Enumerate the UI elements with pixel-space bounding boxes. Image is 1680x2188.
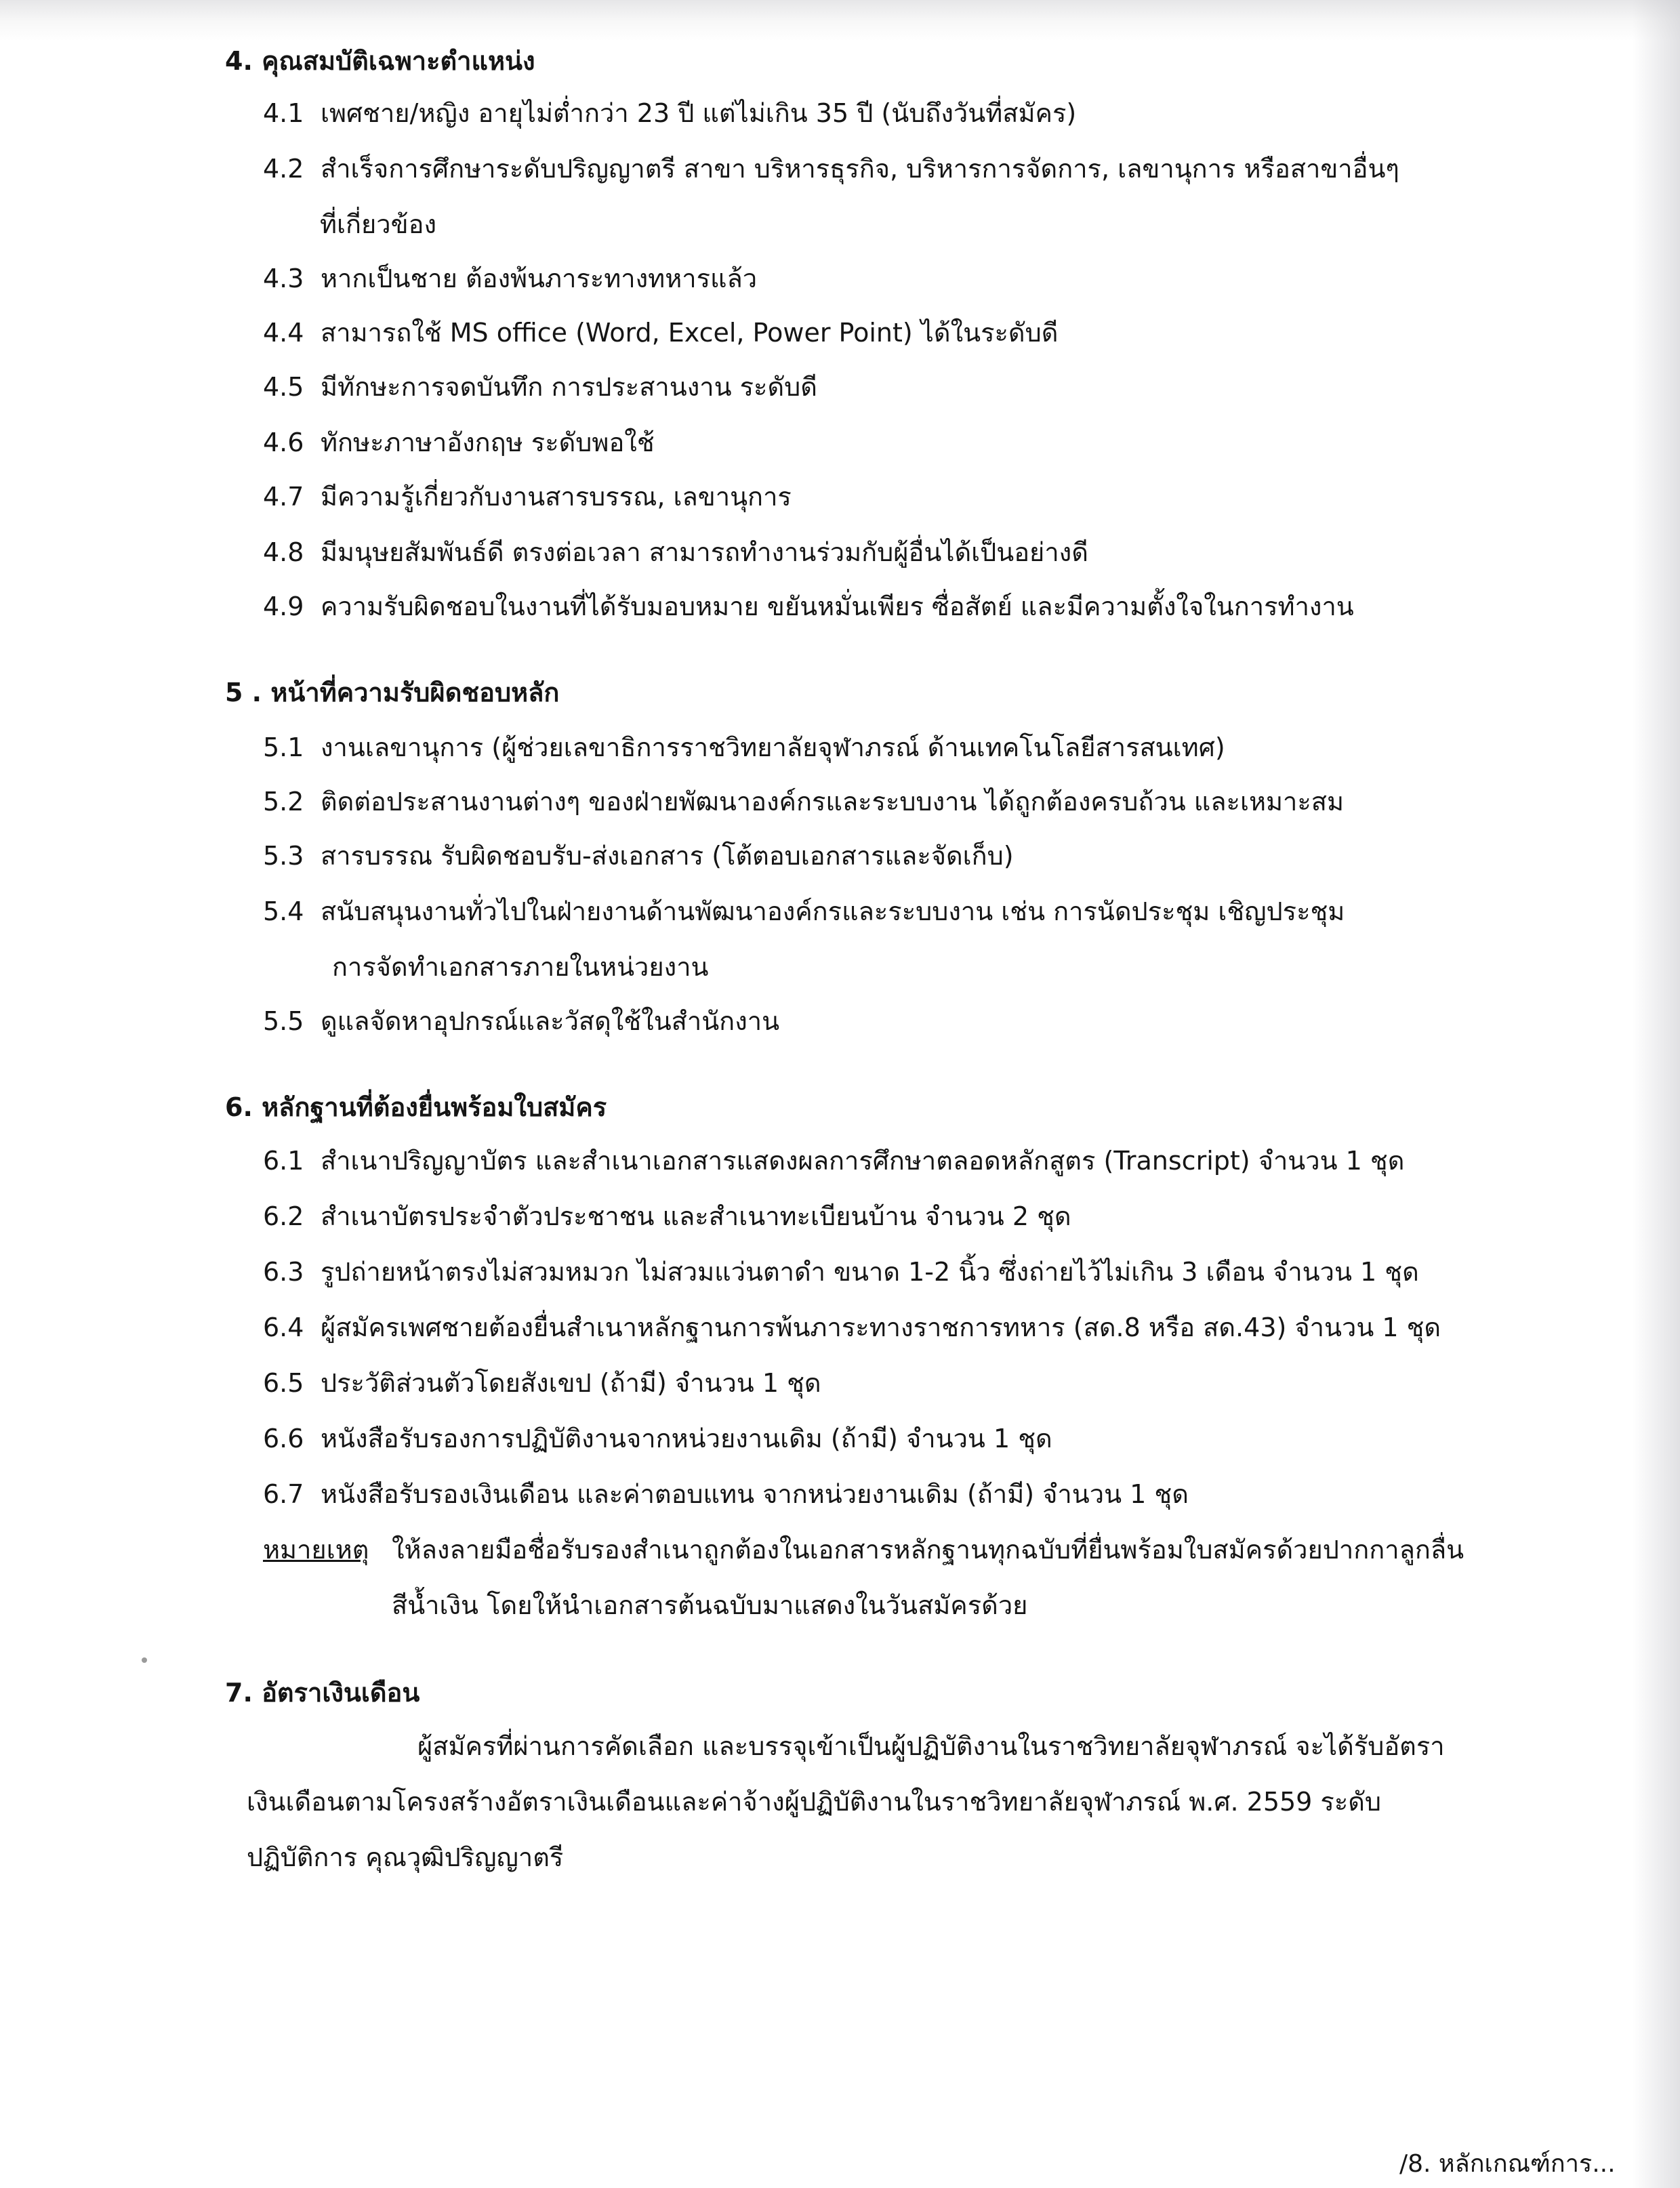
salary-paragraph-line: ผู้สมัครที่ผ่านการคัดเลือก และบรรจุเข้าเป็นผู้ปฏิบัติงานในราชวิทยาลัยจุฬาภรณ์ จะได้รับอัตรา [417,1731,1445,1761]
remark-continuation: สีน้ำเงิน โดยให้นำเอกสารต้นฉบับมาแสดงในวันสมัครด้วย [392,1590,1028,1620]
item-number: 4.1 [263,98,304,128]
section-7-title: 7. อัตราเงินเดือน [225,1678,420,1708]
item-number: 6.1 [263,1146,304,1176]
item-number: 6.3 [263,1257,304,1287]
list-item [263,469,1510,524]
list-item [263,720,1510,775]
item-text: ติดต่อประสานงานต่างๆ ของฝ่ายพัฒนาองค์กรและระบบงาน ได้ถูกต้องครบถ้วน และเหมาะสม [321,787,1345,817]
item-text: มีความรู้เกี่ยวกับงานสารบรรณ, เลขานุการ [321,482,792,512]
list-item [263,305,1510,360]
remark-label: หมายเหตุ [263,1535,369,1565]
item-number: 4.8 [263,537,304,567]
item-number: 6.5 [263,1368,304,1398]
item-continuation: การจัดทำเอกสารภายในหน่วยงาน [332,952,709,982]
item-text: มีทักษะการจดบันทึก การประสานงาน ระดับดี [321,372,817,402]
list-item [263,1466,1510,1522]
list-item [263,1300,1510,1355]
item-text: หนังสือรับรองการปฏิบัติงานจากหน่วยงานเดิม (ถ้ามี) จำนวน 1 ชุด [321,1424,1052,1453]
item-text: หนังสือรับรองเงินเดือน และค่าตอบแทน จากหน่วยงานเดิม (ถ้ามี) จำนวน 1 ชุด [321,1479,1189,1509]
item-continuation: ที่เกี่ยวข้อง [320,209,437,239]
list-item [263,85,1510,141]
item-number: 5.3 [263,841,304,871]
list-item [263,993,1510,1049]
section-5-title: 5 . หน้าที่ความรับผิดชอบหลัก [225,678,560,707]
item-text: รูปถ่ายหน้าตรงไม่สวมหมวก ไม่สวมแว่นตาดำ ขนาด 1-2 นิ้ว ซึ่งถ่ายไว้ไม่เกิน 3 เดือน จำนวน 1 ชุด [321,1257,1419,1287]
item-text: ผู้สมัครเพศชายต้องยื่นสำเนาหลักฐานการพ้นภาระทางราชการทหาร (สด.8 หรือ สด.43) จำนวน 1 ชุด [321,1313,1441,1342]
item-number: 4.7 [263,482,304,512]
list-item [263,415,1510,470]
item-text: สำเนาบัตรประจำตัวประชาชน และสำเนาทะเบียนบ้าน จำนวน 2 ชุด [321,1201,1071,1231]
item-number: 5.5 [263,1006,304,1036]
item-number: 6.4 [263,1313,304,1342]
remark-text: ให้ลงลายมือชื่อรับรองสำเนาถูกต้องในเอกสารหลักฐานทุกฉบับที่ยื่นพร้อมใบสมัครด้วยปากกาลูกลื่น [392,1535,1464,1565]
item-number: 4.9 [263,592,304,621]
list-item [263,524,1510,580]
item-text: มีมนุษยสัมพันธ์ดี ตรงต่อเวลา สามารถทำงานร่วมกับผู้อื่นได้เป็นอย่างดี [321,537,1088,567]
list-item [263,884,1510,939]
item-number: 5.1 [263,732,304,762]
list-item [263,828,1510,884]
item-number: 5.2 [263,787,304,817]
item-number: 4.6 [263,428,304,457]
page-continuation-footer: /8. หลักเกณฑ์การ... [1399,2150,1616,2178]
item-number: 4.3 [263,264,304,293]
list-item [263,141,1510,197]
salary-paragraph-line: ปฏิบัติการ คุณวุฒิปริญญาตรี [247,1842,564,1872]
remark-note [263,1522,1464,1577]
list-item [263,1133,1510,1189]
item-text: งานเลขานุการ (ผู้ช่วยเลขาธิการราชวิทยาลัยจุฬาภรณ์ ด้านเทคโนโลยีสารสนเทศ) [321,732,1225,762]
list-item [263,1244,1510,1300]
item-number: 5.4 [263,896,304,926]
list-item [263,1411,1510,1466]
section-6-title: 6. หลักฐานที่ต้องยื่นพร้อมใบสมัคร [225,1092,607,1122]
item-text: สนับสนุนงานทั่วไปในฝ่ายงานด้านพัฒนาองค์กรและระบบงาน เช่น การนัดประชุม เชิญประชุม [321,896,1345,926]
item-number: 4.5 [263,372,304,402]
list-item [263,1189,1510,1244]
item-number: 6.2 [263,1201,304,1231]
item-text: สำเนาปริญญาบัตร และสำเนาเอกสารแสดงผลการศึกษาตลอดหลักสูตร (Transcript) จำนวน 1 ชุด [321,1146,1405,1176]
list-item [263,774,1510,829]
item-text: ความรับผิดชอบในงานที่ได้รับมอบหมาย ขยันหมั่นเพียร ซื่อสัตย์ และมีความตั้งใจในการทำงาน [321,592,1354,621]
item-text: หากเป็นชาย ต้องพ้นภาระทางทหารแล้ว [321,264,758,293]
item-text: ทักษะภาษาอังกฤษ ระดับพอใช้ [321,428,655,457]
item-text: ประวัติส่วนตัวโดยสังเขป (ถ้ามี) จำนวน 1 ชุด [321,1368,821,1398]
item-number: 6.6 [263,1424,304,1453]
list-item [263,251,1510,306]
salary-paragraph-line: เงินเดือนตามโครงสร้างอัตราเงินเดือนและค่าจ้างผู้ปฏิบัติงานในราชวิทยาลัยจุฬาภรณ์ พ.ศ. 2559 ระดับ [247,1787,1382,1817]
list-item [263,359,1510,415]
item-text: สารบรรณ รับผิดชอบรับ-ส่งเอกสาร (โต้ตอบเอกสารและจัดเก็บ) [321,841,1014,871]
item-text: ดูแลจัดหาอุปกรณ์และวัสดุใช้ในสำนักงาน [321,1006,780,1036]
item-text: สำเร็จการศึกษาระดับปริญญาตรี สาขา บริหารธุรกิจ, บริหารการจัดการ, เลขานุการ หรือสาขาอื่นๆ [321,154,1399,184]
item-number: 4.2 [263,154,304,184]
scan-speck [142,1657,147,1663]
section-4-title: 4. คุณสมบัติเฉพาะตำแหน่ง [225,46,535,76]
list-item [263,579,1510,634]
item-text: เพศชาย/หญิง อายุไม่ต่ำกว่า 23 ปี แต่ไม่เกิน 35 ปี (นับถึงวันที่สมัคร) [321,98,1077,128]
item-number: 4.4 [263,318,304,348]
item-number: 6.7 [263,1479,304,1509]
list-item [263,1355,1510,1411]
item-text: สามารถใช้ MS office (Word, Excel, Power Point) ได้ในระดับดี [321,318,1059,348]
